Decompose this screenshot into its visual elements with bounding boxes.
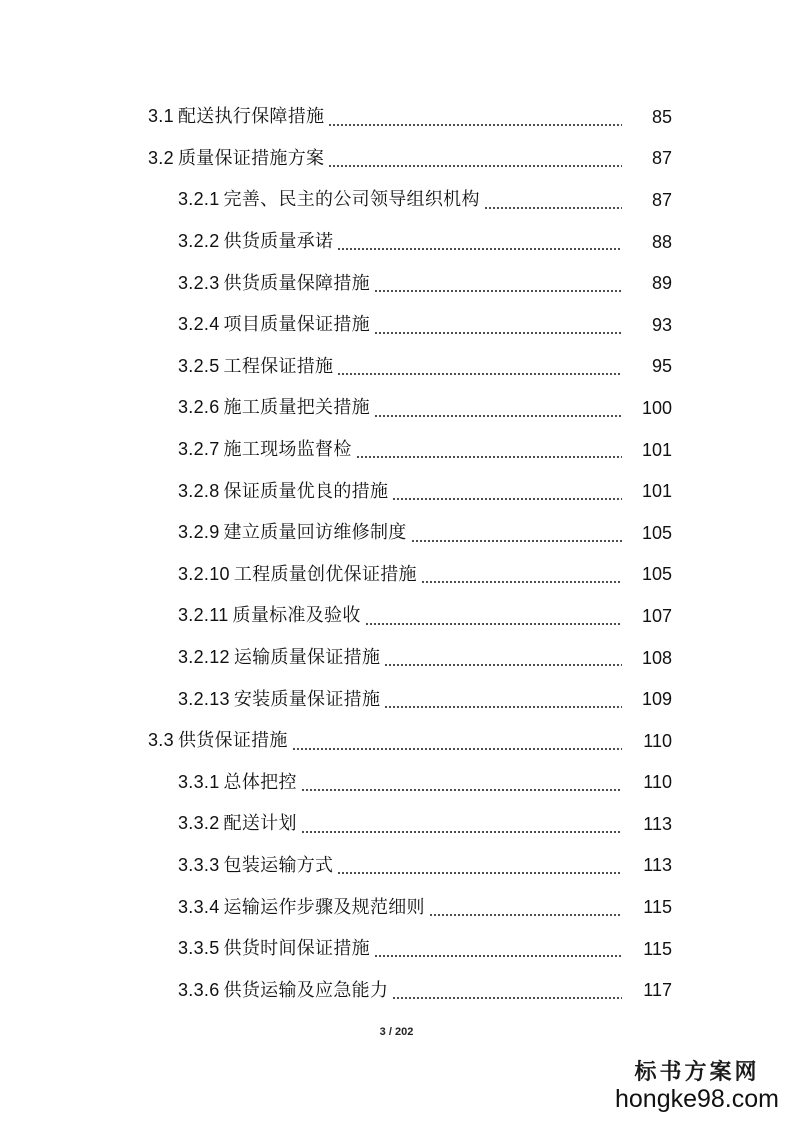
toc-entry-page: 85 bbox=[651, 106, 672, 127]
dot-leader bbox=[392, 498, 622, 500]
dot-leader bbox=[374, 415, 622, 417]
toc-entry-number: 3.2.1 bbox=[178, 189, 220, 210]
toc-entry-title: 配送执行保障措施 bbox=[177, 106, 325, 128]
toc-entry-title: 运输运作步骤及规范细则 bbox=[223, 896, 425, 918]
toc-entry-3-1[interactable] bbox=[0, 96, 793, 138]
toc-entry-page: 113 bbox=[643, 813, 672, 834]
toc-entry-title: 建立质量回访维修制度 bbox=[223, 522, 407, 544]
toc-entry-title: 供货时间保证措施 bbox=[223, 938, 370, 960]
toc-entry-page: 87 bbox=[651, 189, 672, 210]
toc-entry-page: 100 bbox=[641, 397, 672, 418]
toc-entry-page: 108 bbox=[641, 647, 672, 668]
page-number-footer: 3 / 202 bbox=[379, 1026, 414, 1038]
toc-entry-page: 89 bbox=[651, 273, 672, 294]
toc-entry-3-3[interactable] bbox=[0, 720, 793, 762]
toc-entry-3-2-5[interactable] bbox=[0, 346, 793, 388]
toc-entry-number: 3.2.6 bbox=[178, 397, 220, 418]
toc-entry-page: 101 bbox=[641, 481, 672, 502]
toc-entry-page: 93 bbox=[651, 314, 672, 335]
dot-leader bbox=[421, 581, 622, 583]
toc-entry-3-2-9[interactable] bbox=[0, 512, 793, 554]
toc-entry-number: 3.3.3 bbox=[178, 854, 220, 875]
dot-leader bbox=[429, 914, 622, 916]
toc-entry-3-2-6[interactable] bbox=[0, 387, 793, 429]
dot-leader bbox=[384, 664, 622, 666]
toc-entry-page: 105 bbox=[641, 564, 672, 585]
toc-entry-number: 3.3.2 bbox=[178, 813, 220, 834]
toc-entry-number: 3.3.5 bbox=[178, 938, 220, 959]
toc-entry-3-2-2[interactable] bbox=[0, 221, 793, 263]
toc-entry-number: 3.2.12 bbox=[178, 647, 230, 668]
toc-entry-page: 115 bbox=[643, 938, 672, 959]
dot-leader bbox=[292, 748, 622, 750]
toc-entry-title: 保证质量优良的措施 bbox=[223, 480, 389, 502]
dot-leader bbox=[337, 248, 622, 250]
toc-entry-page: 95 bbox=[651, 356, 672, 377]
toc-entry-page: 109 bbox=[641, 689, 672, 710]
toc-entry-number: 3.2.11 bbox=[178, 605, 229, 626]
toc-entry-page: 105 bbox=[641, 522, 672, 543]
toc-entry-3-3-2[interactable] bbox=[0, 803, 793, 845]
toc-entry-title: 供货运输及应急能力 bbox=[223, 979, 389, 1001]
watermark-site-name: 标书方案网 bbox=[634, 1059, 760, 1085]
toc-entry-number: 3.2.2 bbox=[178, 231, 220, 252]
dot-leader bbox=[337, 373, 622, 375]
toc-entry-number: 3.3.6 bbox=[178, 979, 220, 1000]
dot-leader bbox=[365, 623, 622, 625]
toc-entry-page: 107 bbox=[641, 605, 672, 626]
toc-entry-title: 质量标准及验收 bbox=[232, 605, 361, 627]
dot-leader bbox=[374, 955, 622, 957]
toc-entry-title: 供货质量承诺 bbox=[223, 231, 334, 253]
toc-entry-3-2-12[interactable] bbox=[0, 637, 793, 679]
toc-entry-title: 工程质量创优保证措施 bbox=[233, 563, 417, 585]
toc-entry-title: 运输质量保证措施 bbox=[233, 647, 381, 669]
toc-entry-number: 3.2.9 bbox=[178, 522, 220, 543]
dot-leader bbox=[411, 540, 622, 542]
toc-entry-number: 3.1 bbox=[148, 106, 174, 127]
toc-entry-page: 110 bbox=[643, 772, 672, 793]
toc-entry-page: 88 bbox=[651, 231, 672, 252]
dot-leader bbox=[301, 789, 622, 791]
toc-entry-title: 施工质量把关措施 bbox=[223, 397, 370, 419]
toc-entry-3-2[interactable] bbox=[0, 138, 793, 180]
toc-entry-number: 3.2.4 bbox=[178, 314, 220, 335]
dot-leader bbox=[328, 124, 622, 126]
site-watermark bbox=[615, 1061, 779, 1112]
dot-leader bbox=[337, 872, 622, 874]
toc-entry-3-2-3[interactable] bbox=[0, 262, 793, 304]
dot-leader bbox=[374, 290, 622, 292]
toc-entry-title: 配送计划 bbox=[223, 813, 297, 835]
table-of-contents bbox=[0, 96, 793, 1011]
toc-entry-title: 项目质量保证措施 bbox=[223, 314, 370, 336]
toc-entry-title: 完善、民主的公司领导组织机构 bbox=[223, 189, 480, 211]
toc-entry-3-2-1[interactable] bbox=[0, 179, 793, 221]
dot-leader bbox=[301, 831, 622, 833]
toc-entry-3-3-1[interactable] bbox=[0, 762, 793, 804]
watermark-site-url: hongke98.com bbox=[614, 1085, 779, 1113]
toc-entry-title: 供货保证措施 bbox=[177, 730, 288, 752]
dot-leader bbox=[484, 207, 622, 209]
dot-leader bbox=[374, 332, 622, 334]
toc-entry-page: 117 bbox=[643, 980, 672, 1001]
toc-entry-3-2-11[interactable] bbox=[0, 595, 793, 637]
toc-entry-number: 3.3 bbox=[148, 730, 174, 751]
toc-entry-title: 安装质量保证措施 bbox=[233, 688, 381, 710]
toc-entry-3-3-6[interactable] bbox=[0, 969, 793, 1011]
dot-leader bbox=[356, 456, 622, 458]
toc-entry-3-3-3[interactable] bbox=[0, 845, 793, 887]
toc-entry-number: 3.2.7 bbox=[178, 439, 220, 460]
toc-entry-number: 3.2 bbox=[148, 147, 174, 168]
toc-entry-number: 3.2.3 bbox=[178, 272, 220, 293]
dot-leader bbox=[328, 165, 622, 167]
toc-entry-number: 3.2.5 bbox=[178, 355, 220, 376]
toc-entry-page: 87 bbox=[651, 148, 672, 169]
toc-entry-title: 质量保证措施方案 bbox=[177, 147, 325, 169]
toc-entry-number: 3.2.8 bbox=[178, 480, 220, 501]
toc-entry-title: 包装运输方式 bbox=[223, 854, 334, 876]
toc-entry-number: 3.2.13 bbox=[178, 688, 230, 709]
toc-entry-title: 工程保证措施 bbox=[223, 355, 334, 377]
toc-entry-number: 3.3.1 bbox=[178, 771, 220, 792]
toc-entry-3-2-10[interactable] bbox=[0, 554, 793, 596]
toc-entry-page: 110 bbox=[643, 730, 672, 751]
toc-entry-number: 3.3.4 bbox=[178, 896, 220, 917]
dot-leader bbox=[392, 997, 622, 999]
toc-entry-title: 总体把控 bbox=[223, 771, 297, 793]
toc-entry-title: 供货质量保障措施 bbox=[223, 272, 370, 294]
toc-entry-page: 101 bbox=[641, 439, 672, 460]
toc-entry-3-2-4[interactable] bbox=[0, 304, 793, 346]
toc-entry-3-3-5[interactable] bbox=[0, 928, 793, 970]
toc-entry-3-2-7[interactable] bbox=[0, 429, 793, 471]
toc-entry-3-2-13[interactable] bbox=[0, 678, 793, 720]
toc-entry-number: 3.2.10 bbox=[178, 563, 230, 584]
dot-leader bbox=[384, 706, 622, 708]
toc-entry-title: 施工现场监督检 bbox=[223, 439, 352, 461]
toc-entry-3-3-4[interactable] bbox=[0, 886, 793, 928]
toc-entry-page: 113 bbox=[643, 855, 672, 876]
toc-entry-3-2-8[interactable] bbox=[0, 470, 793, 512]
toc-entry-page: 115 bbox=[643, 897, 672, 918]
